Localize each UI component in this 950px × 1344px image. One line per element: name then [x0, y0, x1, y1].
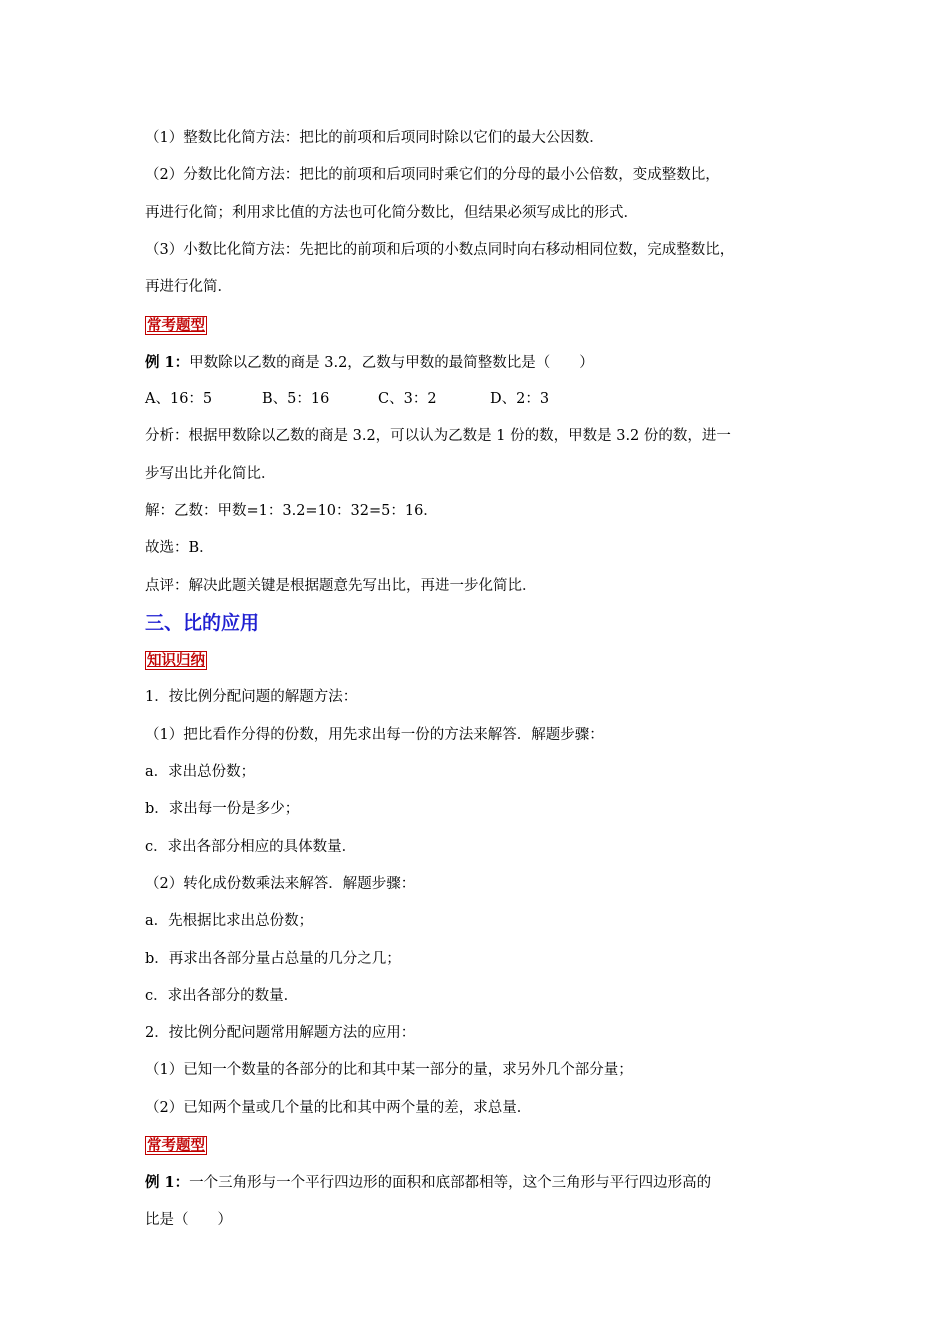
example-label: 例 1： [145, 353, 190, 371]
method-fraction-ratio: （2）分数比化简方法：把比的前项和后项同时乘它们的分母的最小公倍数，变成整数比， [145, 167, 720, 184]
method-2-1: （1）已知一个数量的各部分的比和其中某一部分的量，求另外几个部分量； [145, 1062, 633, 1079]
example-1-analysis: 分析：根据甲数除以乙数的商是 3.2，可以认为乙数是 1 份的数，甲数是 3.2 份的数，进一 [145, 428, 731, 445]
method-decimal-ratio-cont: 再进行化简． [145, 279, 232, 296]
method-1-2: （2）转化成份数乘法来解答．解题步骤： [145, 875, 416, 892]
method-1-title: 1．按比例分配问题的解题方法： [145, 689, 358, 706]
method-2-title: 2．按比例分配问题常用解题方法的应用： [145, 1025, 416, 1042]
option-b: B、5：16 [262, 391, 330, 408]
option-c: C、3：2 [378, 391, 437, 408]
method-1-2-step-b: b．再求出各部分量占总量的几分之几； [145, 950, 401, 967]
example-2-question [145, 1164, 825, 1201]
example-1-choice: 故选：B． [145, 540, 214, 557]
document-page [145, 120, 825, 1239]
common-question-tag-row-2 [145, 1127, 825, 1164]
example-2-label: 例 1： [145, 1174, 190, 1192]
knowledge-tag-row [145, 642, 825, 679]
method-2-2: （2）已知两个量或几个量的比和其中两个量的差，求总量． [145, 1099, 532, 1116]
method-1-1-step-a: a．求出总份数； [145, 764, 256, 781]
example-2-question-text: 一个三角形与一个平行四边形的面积和底部都相等，这个三角形与平行四边形高的 [189, 1175, 712, 1192]
method-1-1-step-b: b．求出每一份是多少； [145, 801, 300, 818]
method-1-1: （1）把比看作分得的份数，用先求出每一份的方法来解答．解题步骤： [145, 726, 604, 743]
option-a: A、16：5 [145, 391, 213, 408]
example-1-comment: 点评：解决此题关键是根据题意先写出比，再进一步化简比． [145, 577, 537, 594]
method-1-1-step-c: c．求出各部分相应的具体数量． [145, 838, 357, 855]
option-d: D、2：3 [490, 391, 550, 408]
section-heading: 三、比的应用 [145, 611, 260, 634]
common-question-tag: 常考题型 [147, 316, 205, 334]
example-question-text: 甲数除以乙数的商是 3.2，乙数与甲数的最简整数比是（ ） [189, 354, 594, 371]
method-decimal-ratio: （3）小数比化简方法：先把比的前项和后项的小数点同时向右移动相同位数，完成整数比， [145, 241, 735, 258]
common-question-tag-2: 常考题型 [147, 1137, 205, 1155]
method-fraction-ratio-cont: 再进行化简；利用求比值的方法也可化简分数比，但结果必须写成比的形式． [145, 204, 638, 221]
example-1-options [145, 381, 825, 418]
example-1-analysis-cont: 步写出比并化简比． [145, 465, 276, 482]
knowledge-summary-tag: 知识归纳 [147, 652, 205, 670]
method-1-2-step-c: c．求出各部分的数量． [145, 987, 299, 1004]
method-1-2-step-a: a．先根据比求出总份数； [145, 913, 314, 930]
example-1-question [145, 344, 825, 381]
example-1-solution: 解：乙数：甲数=1：3.2=10：32=5：16． [145, 502, 438, 519]
method-integer-ratio: （1）整数比化简方法：把比的前项和后项同时除以它们的最大公因数． [145, 130, 604, 146]
common-question-tag-row [145, 306, 825, 343]
example-2-question-cont: 比是（ ） [145, 1211, 232, 1228]
